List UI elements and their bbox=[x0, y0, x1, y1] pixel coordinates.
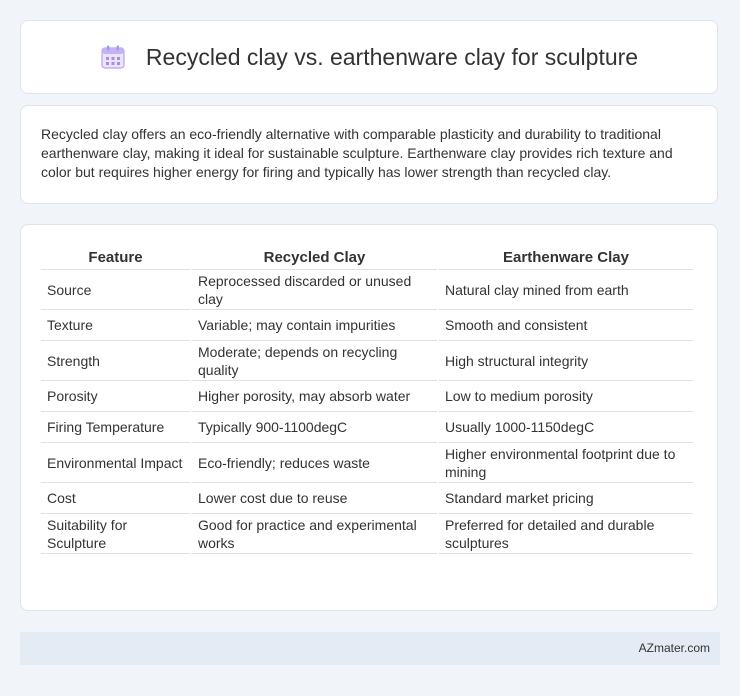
table-cell: Environmental Impact bbox=[41, 443, 190, 483]
table-cell: Preferred for detailed and durable sculptures bbox=[439, 514, 693, 554]
table-cell: Natural clay mined from earth bbox=[439, 270, 693, 310]
table-row bbox=[41, 381, 693, 412]
table-cell: Usually 1000-1150degC bbox=[439, 412, 693, 443]
page-title: Recycled clay vs. earthenware clay for sculpture bbox=[145, 43, 639, 70]
footer bbox=[20, 632, 720, 665]
table-row bbox=[41, 483, 693, 514]
table-row bbox=[41, 310, 693, 341]
table-cell: Higher porosity, may absorb water bbox=[192, 381, 437, 412]
table-cell: Porosity bbox=[41, 381, 190, 412]
table-cell: Moderate; depends on recycling quality bbox=[192, 341, 437, 381]
intro-card bbox=[20, 105, 718, 204]
table-cell: Standard market pricing bbox=[439, 483, 693, 514]
table-cell: Smooth and consistent bbox=[439, 310, 693, 341]
table-cell: High structural integrity bbox=[439, 341, 693, 381]
calendar-icon bbox=[100, 44, 126, 70]
table-cell: Variable; may contain impurities bbox=[192, 310, 437, 341]
table-cell: Eco-friendly; reduces waste bbox=[192, 443, 437, 483]
header-feature: Feature bbox=[41, 243, 190, 270]
table-row bbox=[41, 514, 693, 554]
table-row bbox=[41, 270, 693, 310]
table-cell: Strength bbox=[41, 341, 190, 381]
table-cell: Reprocessed discarded or unused clay bbox=[192, 270, 437, 310]
table-cell: Typically 900-1100degC bbox=[192, 412, 437, 443]
table-cell: Texture bbox=[41, 310, 190, 341]
table-cell: Firing Temperature bbox=[41, 412, 190, 443]
table-card bbox=[20, 224, 718, 611]
table-row bbox=[41, 412, 693, 443]
table-cell: Suitability for Sculpture bbox=[41, 514, 190, 554]
table-cell: Good for practice and experimental works bbox=[192, 514, 437, 554]
table-row bbox=[41, 443, 693, 483]
header-recycled-clay: Recycled Clay bbox=[192, 243, 437, 270]
comparison-table bbox=[39, 243, 695, 554]
intro-text: Recycled clay offers an eco-friendly alternative with comparable plasticity and durability to traditional earthenware clay, making it ideal for sustainable sculpture. Earthenware clay provides rich texture and color but requires higher energy for firing and typically has lower strength than recycled clay. bbox=[41, 126, 673, 180]
header-earthenware-clay: Earthenware Clay bbox=[439, 243, 693, 270]
table-cell: Cost bbox=[41, 483, 190, 514]
table-row bbox=[41, 341, 693, 381]
title-card bbox=[20, 20, 718, 94]
footer-brand: AZmater.com bbox=[638, 641, 710, 655]
table-cell: Higher environmental footprint due to mining bbox=[439, 443, 693, 483]
table-cell: Lower cost due to reuse bbox=[192, 483, 437, 514]
table-header-row bbox=[41, 243, 693, 270]
table-cell: Low to medium porosity bbox=[439, 381, 693, 412]
table-cell: Source bbox=[41, 270, 190, 310]
